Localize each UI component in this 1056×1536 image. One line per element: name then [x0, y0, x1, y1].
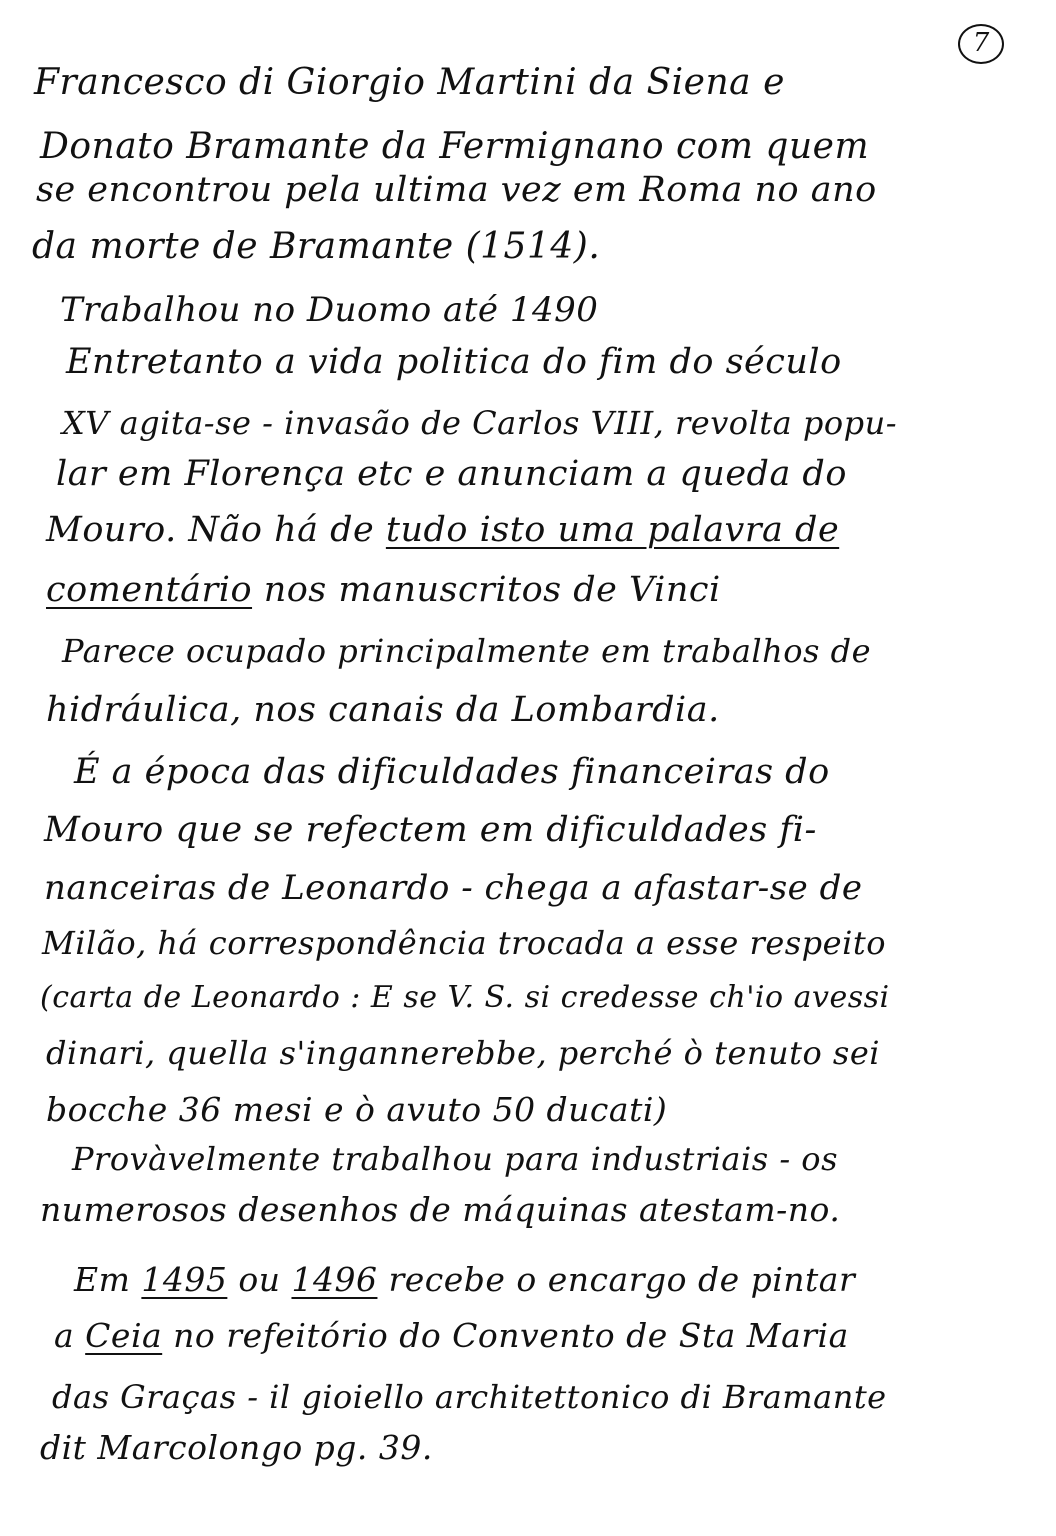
line-text: recebe o encargo de pintar [377, 1260, 856, 1299]
text-line [36, 170, 877, 210]
text-line [66, 342, 842, 382]
underlined-year: 1496 [291, 1260, 378, 1299]
text-line [32, 226, 600, 267]
text-line [42, 924, 886, 962]
text-line [44, 868, 863, 908]
text-line [52, 1378, 887, 1416]
underlined-text: tudo isto uma palavra de [385, 510, 840, 550]
text-line [62, 404, 897, 442]
line-text: a [54, 1316, 86, 1355]
line-text: (carta de Leonardo : E se V. S. si credesse ch'io avessi [40, 980, 890, 1015]
text-line [40, 126, 869, 167]
line-text: Trabalhou no Duomo até 1490 [60, 290, 599, 330]
line-text: XV agita-se - invasão de Carlos VIII, revolta popu- [62, 404, 898, 442]
line-text: Mouro que se refectem em dificuldades fi- [44, 810, 817, 850]
line-text: Mouro. Não há de [46, 510, 375, 550]
line-text: bocche 36 mesi e ò avuto 50 ducati) [46, 1090, 668, 1129]
text-line [44, 810, 817, 850]
text-line [54, 1316, 849, 1355]
text-line [40, 980, 890, 1015]
line-text: nos manuscritos de Vinci [263, 570, 721, 610]
text-line [60, 290, 598, 330]
line-text: lar em Florença etc e anunciam a queda do [56, 454, 847, 494]
line-text: dinari, quella s'ingannerebbe, perché ò tenuto sei [46, 1034, 880, 1072]
text-line [46, 1034, 880, 1072]
line-text: no refeitório do Convento de Sta Maria [162, 1316, 849, 1355]
line-text: Entretanto a vida politica do fim do século [66, 342, 842, 382]
line-text: das Graças - il gioiello architettonico di Bramante [52, 1378, 887, 1416]
line-text: nanceiras de Leonardo - chega a afastar-se de [44, 868, 863, 908]
text-line [72, 1140, 838, 1178]
line-text: numerosos desenhos de máquinas atestam-no. [40, 1190, 841, 1229]
underlined-text: comentário [46, 570, 253, 610]
line-text: Em [74, 1260, 142, 1299]
line-text: Milão, há correspondência trocada a esse respeito [42, 924, 886, 962]
text-line [62, 632, 871, 670]
line-text: Donato Bramante da Fermignano com quem [40, 126, 870, 167]
text-line [56, 454, 847, 494]
text-line [74, 1260, 855, 1299]
line-text: Provàvelmente trabalhou para industriais - os [72, 1140, 838, 1178]
text-line [34, 62, 785, 103]
underlined-text: Ceia [85, 1316, 163, 1355]
text-line [74, 752, 830, 792]
line-text: ou [227, 1260, 292, 1299]
line-text: É a época das dificuldades financeiras do [74, 752, 830, 792]
line-text: se encontrou pela ultima vez em Roma no ano [36, 170, 877, 210]
text-line [40, 1428, 433, 1467]
text-line [46, 1090, 667, 1129]
text-line [46, 690, 720, 730]
text-line [46, 510, 839, 550]
line-text: dit Marcolongo pg. 39. [40, 1428, 433, 1467]
page-number: 7 [958, 24, 1004, 64]
line-text: da morte de Bramante (1514). [32, 226, 601, 267]
text-line [40, 1190, 840, 1229]
underlined-year: 1495 [141, 1260, 228, 1299]
text-line [46, 570, 721, 610]
line-text: hidráulica, nos canais da Lombardia. [46, 690, 720, 730]
line-text: Francesco di Giorgio Martini da Siena e [34, 62, 785, 103]
line-text: Parece ocupado principalmente em trabalhos de [62, 632, 872, 670]
